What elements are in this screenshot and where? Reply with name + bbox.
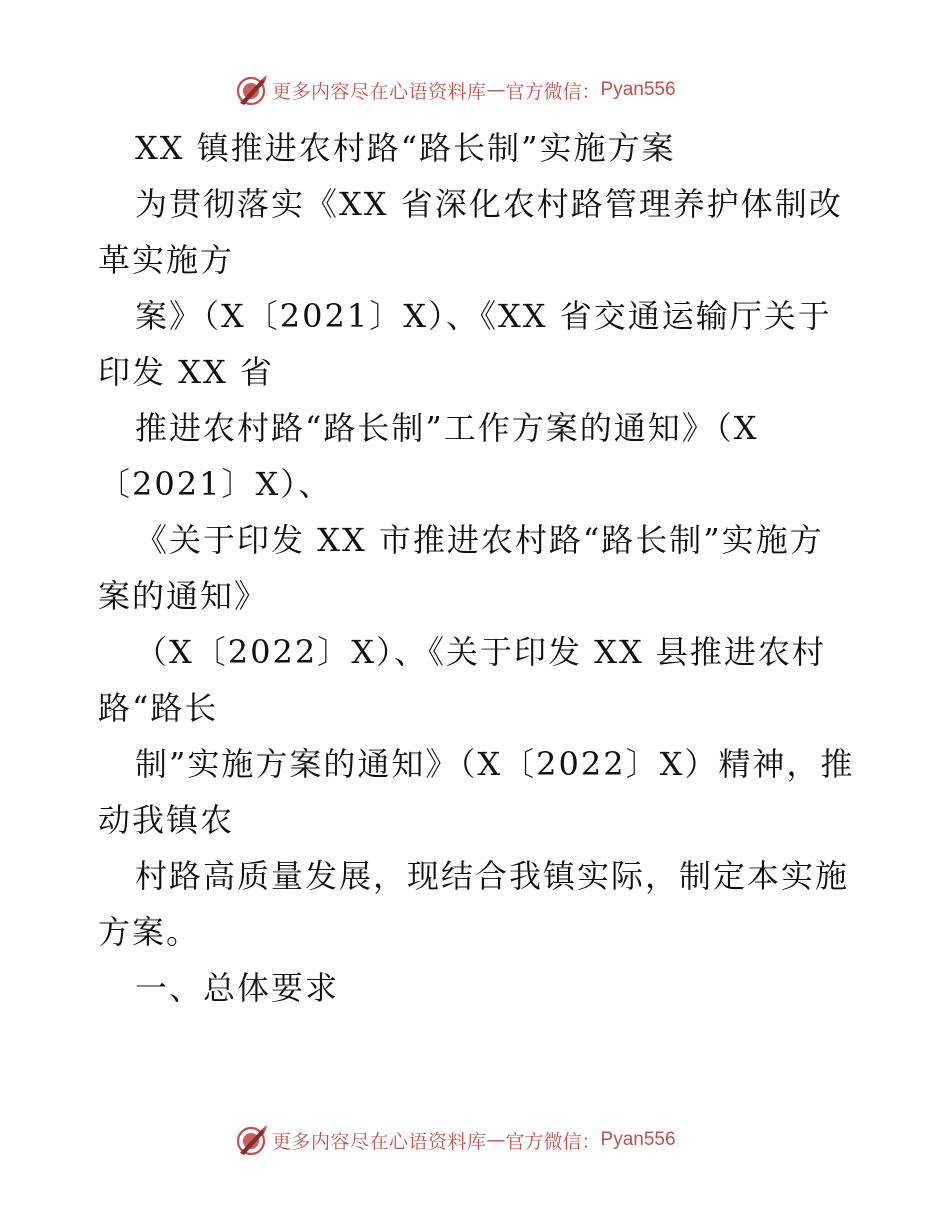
- doc-line: 案的通知》: [98, 577, 269, 615]
- doc-line: 案》（X〔2021〕X）、《XX 省交通运输厅关于: [135, 297, 832, 335]
- watermark-wechat-label: 官方微信：: [505, 80, 601, 103]
- doc-line: 〔2021〕X）、: [98, 465, 333, 503]
- section-heading: 一、总体要求: [135, 969, 340, 1007]
- watermark-dash: —: [486, 1129, 506, 1151]
- watermark-wechat-id: Pyan556: [600, 79, 676, 100]
- doc-line: 印发 XX 省: [98, 353, 274, 391]
- doc-title: XX 镇推进农村路“路长制”实施方案: [135, 129, 676, 167]
- document-body: [98, 120, 858, 1016]
- watermark-banner-top: [234, 72, 676, 108]
- doc-line: 推进农村路“路长制”工作方案的通知》（X: [135, 409, 759, 447]
- watermark-dash: —: [486, 79, 506, 101]
- doc-line: 动我镇农: [98, 801, 235, 839]
- doc-line: 制”实施方案的通知》（X〔2022〕X）精神，推: [135, 745, 855, 783]
- doc-line: 革实施方: [98, 241, 235, 279]
- doc-line: 路“路长: [98, 689, 219, 727]
- doc-line: 为贯彻落实《XX 省深化农村路管理养护体制改: [135, 185, 843, 223]
- watermark-text: 更多内容尽在心语资料库: [272, 1130, 487, 1153]
- quill-seal-icon: [234, 73, 268, 107]
- watermark-wechat-id: Pyan556: [600, 1129, 676, 1150]
- doc-line: （X〔2022〕X）、《关于印发 XX 县推进农村: [135, 633, 826, 671]
- watermark-text: 更多内容尽在心语资料库: [272, 80, 487, 103]
- watermark-banner-bottom: [234, 1122, 676, 1158]
- quill-seal-icon: [234, 1123, 268, 1157]
- doc-line: 《关于印发 XX 市推进农村路“路长制”实施方: [135, 521, 824, 559]
- doc-line: 方案。: [98, 913, 201, 951]
- watermark-wechat-label: 官方微信：: [505, 1130, 601, 1153]
- doc-line: 村路高质量发展，现结合我镇实际，制定本实施: [135, 857, 850, 895]
